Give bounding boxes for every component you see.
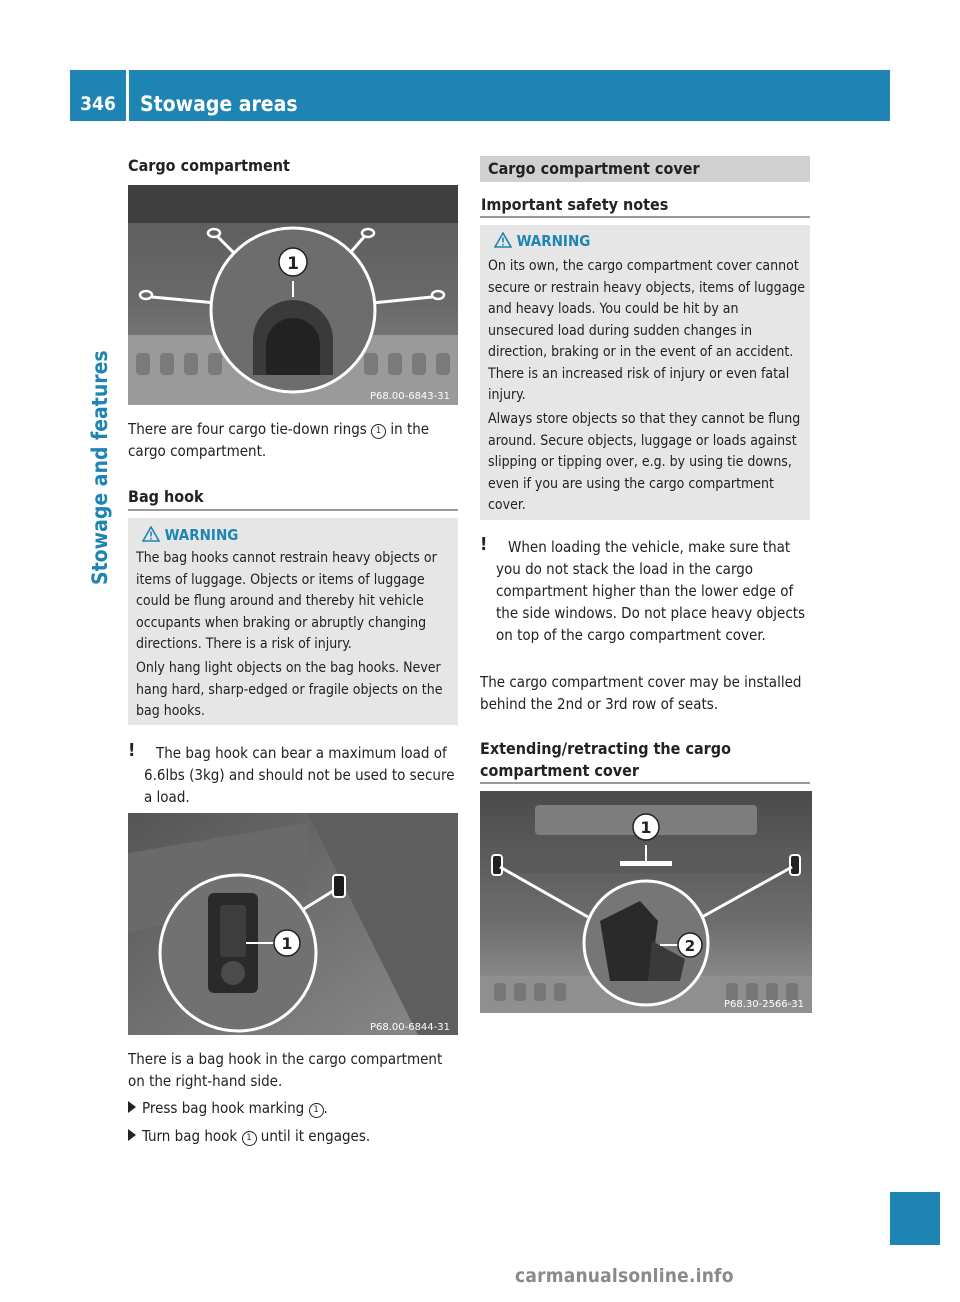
loading-note: When loading the vehicle, make sure that you do not stack the load in the cargo compartment higher than the lower edge of the side windows. Do not place heavy objects on top of the cargo compartment cover. — [496, 538, 806, 644]
callout-1-icon: 1 — [242, 1131, 257, 1146]
bag-hook-description: There is a bag hook in the cargo compartment on the right-hand side. — [128, 1050, 443, 1090]
note-icon: ! — [128, 740, 136, 761]
photo-code: P68.30-2566-31 — [723, 999, 804, 1010]
section-rule — [480, 782, 810, 784]
header-divider — [126, 70, 129, 121]
photo-code: P68.00-6843-31 — [369, 391, 450, 402]
callout-1-icon: 1 — [309, 1103, 324, 1118]
bag-hook-note: The bag hook can bear a maximum load of 6.6lbs (3kg) and should not be used to secure a load. — [144, 744, 455, 806]
cargo-cover-photo — [480, 791, 812, 1013]
warning-paragraph-1: The bag hooks cannot restrain heavy objects or items of luggage. Objects or items of luggage could be flung around and thereby hit vehicle occupants when braking or abruptly changing directions. There is a risk of injury. — [136, 550, 437, 652]
note-icon: ! — [480, 534, 488, 555]
section-rule — [128, 509, 458, 511]
tiedown-description: There are four cargo tie-down rings 1 in the cargo compartment. — [128, 420, 430, 460]
warning-title: WARNING — [164, 526, 239, 544]
step-arrow-icon — [128, 1129, 136, 1141]
safety-notes-heading: Important safety notes — [481, 195, 669, 214]
bag-hook-photo — [128, 813, 458, 1035]
warning-triangle-icon — [494, 232, 512, 248]
step-arrow-icon — [128, 1101, 136, 1113]
footer-watermark: carmanualsonline.info — [515, 1265, 734, 1287]
installation-text: The cargo compartment cover may be installed behind the 2nd or 3rd row of seats. — [480, 673, 802, 713]
cargo-compartment-heading: Cargo compartment — [128, 156, 290, 175]
callout-1: 1 — [281, 934, 293, 953]
tiedown-rings-photo — [128, 185, 458, 405]
page-header — [70, 70, 890, 121]
warning-box — [128, 518, 458, 725]
photo-code: P68.00-6844-31 — [369, 1022, 450, 1033]
warning-paragraph-2: Only hang light objects on the bag hooks. Never hang hard, sharp-edged or fragile objects on the bag hooks. — [136, 660, 443, 719]
callout-2: 2 — [684, 937, 696, 955]
warning-title: WARNING — [516, 232, 591, 250]
warning-box — [480, 225, 810, 520]
section-side-tab: Stowage and features — [88, 350, 112, 585]
callout-1: 1 — [640, 818, 652, 837]
instruction-step-1: Press bag hook marking 1 . — [128, 1097, 462, 1119]
instruction-step-2: Turn bag hook 1 until it engages. — [128, 1125, 462, 1147]
callout-1: 1 — [287, 254, 299, 274]
warning-paragraph-1: On its own, the cargo compartment cover cannot secure or restrain heavy objects, items of luggage and heavy loads. You could be hit by an unsecured load during sudden changes in direction, braking or in the event of an accident. There is an increased risk of injury or even fatal injury. — [488, 258, 806, 403]
side-tab-marker — [890, 1192, 940, 1245]
bag-hook-heading: Bag hook — [128, 487, 204, 506]
warning-paragraph-2: Always store objects so that they cannot be flung around. Secure objects, luggage or loads against slipping or tipping over, e.g. by using tie downs, even if you are using the cargo compartment cover. — [488, 411, 801, 513]
cargo-cover-section-bar: Cargo compartment cover — [480, 156, 810, 182]
section-rule — [480, 216, 810, 218]
page-title: Stowage areas — [140, 92, 298, 116]
extend-retract-heading: Extending/retracting the cargo compartment cover — [480, 739, 731, 780]
callout-1-icon: 1 — [371, 424, 386, 439]
warning-triangle-icon — [142, 526, 160, 542]
page-number: 346 — [80, 93, 116, 115]
